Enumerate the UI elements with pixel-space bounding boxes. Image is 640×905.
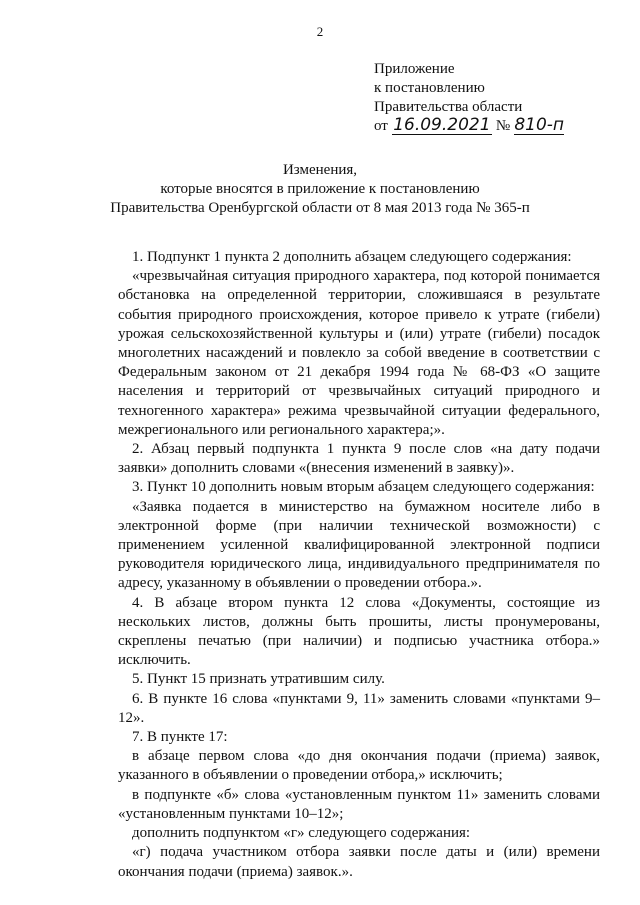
paragraph-11: в подпункте «б» слова «установленным пунктом 11» заменить словами «установленным пунктами 10–12»; xyxy=(118,786,600,822)
title-line-2: которые вносятся в приложение к постановлению xyxy=(160,181,480,197)
paragraph-13: «г) подача участником отбора заявки после даты и (или) времени окончания подачи (приема) заявок.». xyxy=(118,844,600,880)
appendix-line-2: к постановлению xyxy=(374,80,485,96)
from-label: от xyxy=(374,118,388,134)
appendix-block xyxy=(374,60,564,136)
page-number: 2 xyxy=(316,24,324,39)
title-line-3: Правительства Оренбургской области от 8 мая 2013 года № 365-п xyxy=(110,200,530,216)
title-line-1: Изменения, xyxy=(282,162,358,178)
appendix-line-1: Приложение xyxy=(374,61,455,77)
document-body xyxy=(118,248,600,882)
paragraph-8: 6. В пункте 16 слова «пунктами 9, 11» заменить словами «пунктами 9–12». xyxy=(118,690,600,726)
paragraph-3: 2. Абзац первый подпункта 1 пункта 9 после слов «на дату подачи заявки» дополнить словами «(внесения изменений в заявку)». xyxy=(118,441,600,477)
paragraph-9: 7. В пункте 17: xyxy=(132,729,228,746)
appendix-date-line xyxy=(374,117,564,136)
appendix-line-3: Правительства области xyxy=(374,99,523,115)
paragraph-7: 5. Пункт 15 признать утратившим силу. xyxy=(132,671,385,688)
number-label: № xyxy=(495,118,511,134)
paragraph-2: «чрезвычайная ситуация природного характера, под которой понимается обстановка на определенной территории, сложившаяся в результате события природного происхождения, которое привело к утрате (гибели) урожая сельскохозяйственной культуры и (или) утрате (гибели) посадок многолетних насаждений и повлекло за собой введение в соответствии с Федеральным законом от 21 декабря 1994 года № 68-ФЗ «О защите населения и территорий от чрезвычайных ситуаций природного и техногенного характера» режима чрезвычайной ситуации федерального, межрегионального или регионального характера;». xyxy=(118,268,600,438)
paragraph-12: дополнить подпунктом «г» следующего содержания: xyxy=(132,825,471,842)
handwritten-number: 810-п xyxy=(514,115,565,135)
paragraph-6: 4. В абзаце втором пункта 12 слова «Документы, состоящие из нескольких листов, должны быть прошиты, листы пронумерованы, скреплены печатью (при наличии) и подписью участника отбора.» исключить. xyxy=(118,594,600,669)
handwritten-date: 16.09.2021 xyxy=(393,115,491,135)
paragraph-4: 3. Пункт 10 дополнить новым вторым абзацем следующего содержания: xyxy=(132,479,595,496)
paragraph-10: в абзаце первом слова «до дня окончания подачи (приема) заявок, указанного в объявлении о проведении отбора,» исключить; xyxy=(118,748,600,784)
document-title xyxy=(0,161,640,218)
paragraph-5: «Заявка подается в министерство на бумажном носителе либо в электронной форме (при наличии технической возможности) с применением усиленной квалифицированной электронной подписи руководителя юридического лица, индивидуального предпринимателя по адресу, указанному в объявлении о проведении отбора.». xyxy=(118,498,600,592)
paragraph-1: 1. Подпункт 1 пункта 2 дополнить абзацем следующего содержания: xyxy=(132,249,572,265)
